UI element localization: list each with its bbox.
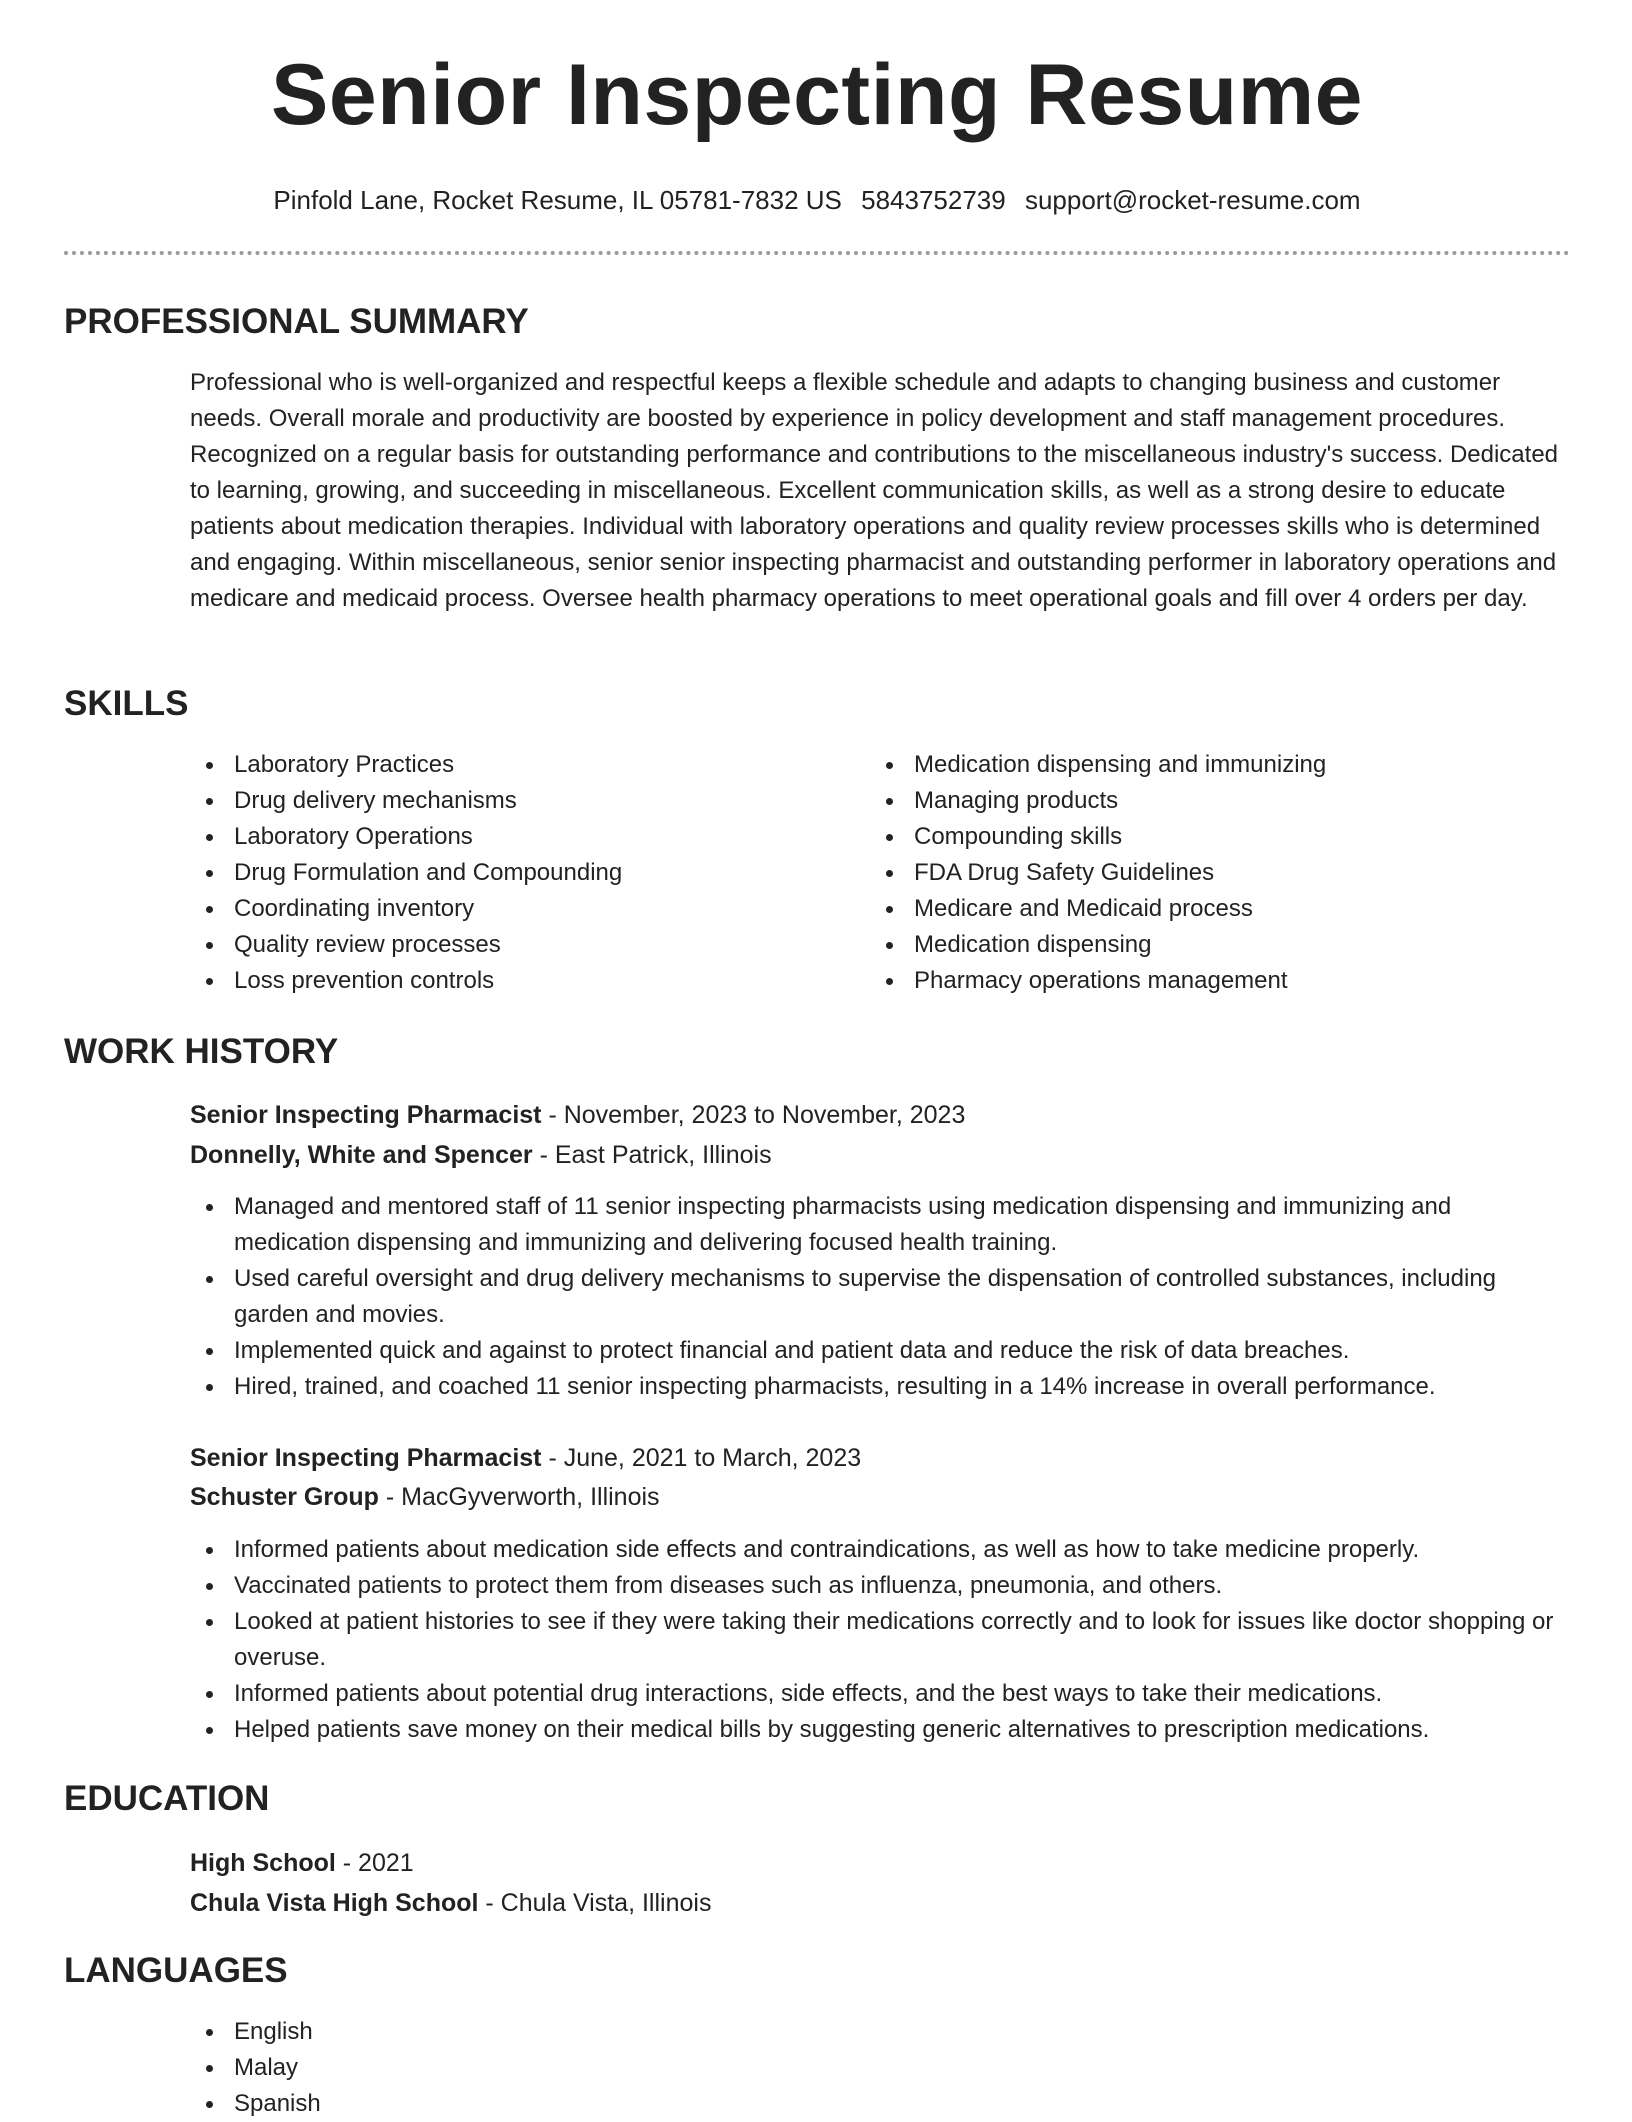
skill-item: Medicare and Medicaid process <box>870 891 1510 927</box>
job-bullet: Looked at patient histories to see if they were taking their medications correctly and to look for issues like doctor shopping or overuse. <box>190 1604 1570 1676</box>
job-location: - East Patrick, Illinois <box>532 1141 772 1169</box>
education-school-line <box>190 1883 711 1923</box>
language-item: English <box>190 2014 1570 2050</box>
job-company-line <box>190 1477 660 1517</box>
job-company: Schuster Group <box>190 1483 379 1511</box>
job-bullets <box>190 1532 1570 1748</box>
skill-item: Coordinating inventory <box>190 891 830 927</box>
skill-item: Loss prevention controls <box>190 963 830 999</box>
job-company-line <box>190 1135 772 1175</box>
job-dates: - November, 2023 to November, 2023 <box>541 1101 966 1129</box>
skill-item: Quality review processes <box>190 927 830 963</box>
job-bullets <box>190 1189 1570 1405</box>
job-bullet: Hired, trained, and coached 11 senior inspecting pharmacists, resulting in a 14% increase in overall performance. <box>190 1369 1570 1405</box>
summary-heading: PROFESSIONAL SUMMARY <box>64 302 529 341</box>
job-bullet: Informed patients about potential drug interactions, side effects, and the best ways to take their medications. <box>190 1676 1570 1712</box>
contact-address: Pinfold Lane, Rocket Resume, IL 05781-7832 US <box>273 185 842 215</box>
languages-heading: LANGUAGES <box>64 1951 288 1990</box>
skill-item: Laboratory Practices <box>190 747 830 783</box>
skill-item: FDA Drug Safety Guidelines <box>870 855 1510 891</box>
education-school: Chula Vista High School <box>190 1889 479 1917</box>
job-location: - MacGyverworth, Illinois <box>378 1483 660 1511</box>
job-company: Donnelly, White and Spencer <box>190 1141 533 1169</box>
resume-title: Senior Inspecting Resume <box>270 47 1364 143</box>
job-title: Senior Inspecting Pharmacist <box>190 1101 542 1129</box>
skills-list-left <box>190 747 830 999</box>
education-year: - 2021 <box>335 1849 414 1877</box>
education-location: - Chula Vista, Illinois <box>478 1889 712 1917</box>
skill-item: Compounding skills <box>870 819 1510 855</box>
language-item: Spanish <box>190 2086 1570 2122</box>
work-heading: WORK HISTORY <box>64 1032 339 1071</box>
job-bullet: Used careful oversight and drug delivery mechanisms to supervise the dispensation of controlled substances, including garden and movies. <box>190 1261 1570 1333</box>
job-bullet: Implemented quick and against to protect financial and patient data and reduce the risk of data breaches. <box>190 1333 1570 1369</box>
job-title-line <box>190 1438 861 1478</box>
contact-phone: 5843752739 <box>861 185 1006 215</box>
job-bullet: Helped patients save money on their medical bills by suggesting generic alternatives to prescription medications. <box>190 1712 1570 1748</box>
skill-item: Laboratory Operations <box>190 819 830 855</box>
header-divider <box>64 251 1570 255</box>
contact-line <box>64 184 1570 216</box>
job-bullet: Managed and mentored staff of 11 senior inspecting pharmacists using medication dispensing and immunizing and medication dispensing and immunizing and delivering focused health training. <box>190 1189 1570 1261</box>
job-title: Senior Inspecting Pharmacist <box>190 1444 542 1472</box>
skills-heading: SKILLS <box>64 684 189 723</box>
skill-item: Drug delivery mechanisms <box>190 783 830 819</box>
skills-list-right <box>870 747 1510 999</box>
skill-item: Medication dispensing and immunizing <box>870 747 1510 783</box>
summary-text: Professional who is well-organized and respectful keeps a flexible schedule and adapts to changing business and customer needs. Overall morale and productivity are boosted by experience in policy development and staff management procedures. Recognized on a regular basis for outstanding performance and contributions to the miscellaneous industry's success. Dedicated to learning, growing, and succeeding in miscellaneous. Excellent communication skills, as well as a strong desire to educate patients about medication therapies. Individual with laboratory operations and quality review processes skills who is determined and engaging. Within miscellaneous, senior senior inspecting pharmacist and outstanding performer in laboratory operations and medicare and medicaid process. Oversee health pharmacy operations to meet operational goals and fill over 4 orders per day. <box>190 369 1559 612</box>
skill-item: Drug Formulation and Compounding <box>190 855 830 891</box>
skill-item: Pharmacy operations management <box>870 963 1510 999</box>
education-heading: EDUCATION <box>64 1779 270 1818</box>
education-degree-line <box>190 1843 414 1883</box>
job-bullet: Informed patients about medication side effects and contraindications, as well as how to take medicine properly. <box>190 1532 1570 1568</box>
language-item: Malay <box>190 2050 1570 2086</box>
job-dates: - June, 2021 to March, 2023 <box>541 1444 862 1472</box>
contact-email[interactable]: support@rocket-resume.com <box>1024 185 1361 215</box>
languages-list <box>190 2014 1570 2122</box>
job-bullet: Vaccinated patients to protect them from diseases such as influenza, pneumonia, and others. <box>190 1568 1570 1604</box>
skill-item: Managing products <box>870 783 1510 819</box>
skill-item: Medication dispensing <box>870 927 1510 963</box>
education-degree: High School <box>190 1849 336 1877</box>
job-title-line <box>190 1095 965 1135</box>
